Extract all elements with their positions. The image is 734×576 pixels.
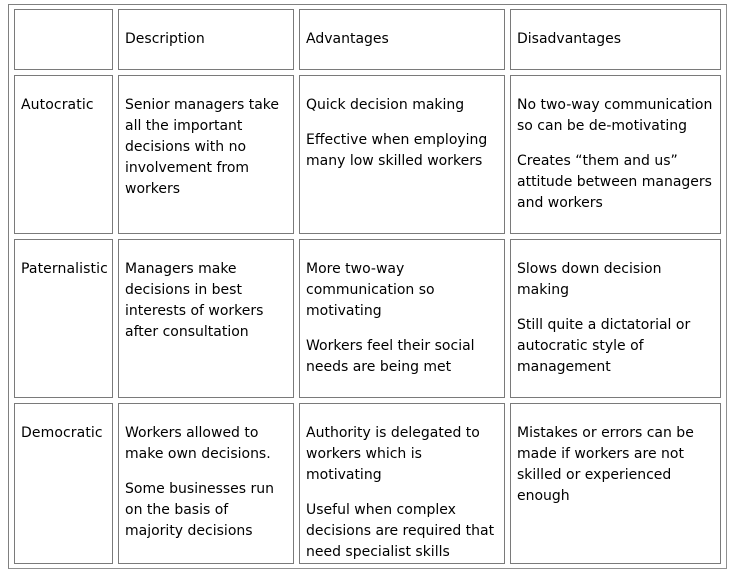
description-cell bbox=[118, 403, 294, 564]
cell-paragraph: Effective when employing many low skilled workers bbox=[306, 132, 488, 169]
table-row bbox=[14, 239, 721, 398]
description-cell bbox=[118, 239, 294, 398]
header-cell-disadvantages: Disadvantages bbox=[510, 9, 721, 70]
cell-paragraph: Workers feel their social needs are being met bbox=[306, 338, 475, 375]
header-cell-empty bbox=[14, 9, 113, 70]
disadvantages-cell bbox=[510, 75, 721, 234]
description-cell bbox=[118, 75, 294, 234]
cell-paragraph: Quick decision making bbox=[306, 97, 465, 113]
table-row bbox=[14, 75, 721, 234]
cell-paragraph: Workers allowed to make own decisions. bbox=[125, 425, 271, 462]
header-cell-advantages: Advantages bbox=[299, 9, 505, 70]
cell-paragraph: More two-way communication so motivating bbox=[306, 261, 435, 319]
cell-paragraph: Authority is delegated to workers which is motivating bbox=[306, 425, 480, 483]
leadership-styles-table bbox=[9, 4, 726, 569]
cell-paragraph: No two-way communication so can be de-motivating bbox=[517, 97, 713, 134]
cell-paragraph: Slows down decision making bbox=[517, 261, 662, 298]
disadvantages-cell bbox=[510, 239, 721, 398]
cell-paragraph: Managers make decisions in best interests of workers after consultation bbox=[125, 261, 264, 340]
row-label-democratic: Democratic bbox=[14, 403, 113, 564]
row-label-paternalistic: Paternalistic bbox=[14, 239, 113, 398]
row-label-autocratic: Autocratic bbox=[14, 75, 113, 234]
advantages-cell bbox=[299, 75, 505, 234]
cell-paragraph: Some businesses run on the basis of majority decisions bbox=[125, 481, 275, 539]
cell-paragraph: Useful when complex decisions are required that need specialist skills bbox=[306, 502, 495, 560]
disadvantages-cell bbox=[510, 403, 721, 564]
cell-paragraph: Still quite a dictatorial or autocratic style of management bbox=[517, 317, 691, 375]
header-cell-description: Description bbox=[118, 9, 294, 70]
cell-paragraph: Senior managers take all the important decisions with no involvement from workers bbox=[125, 97, 279, 197]
cell-paragraph: Creates “them and us” attitude between managers and workers bbox=[517, 153, 712, 211]
cell-paragraph: Mistakes or errors can be made if workers are not skilled or experienced enough bbox=[517, 425, 694, 504]
header-row bbox=[14, 9, 721, 70]
advantages-cell bbox=[299, 403, 505, 564]
advantages-cell bbox=[299, 239, 505, 398]
table-row bbox=[14, 403, 721, 564]
